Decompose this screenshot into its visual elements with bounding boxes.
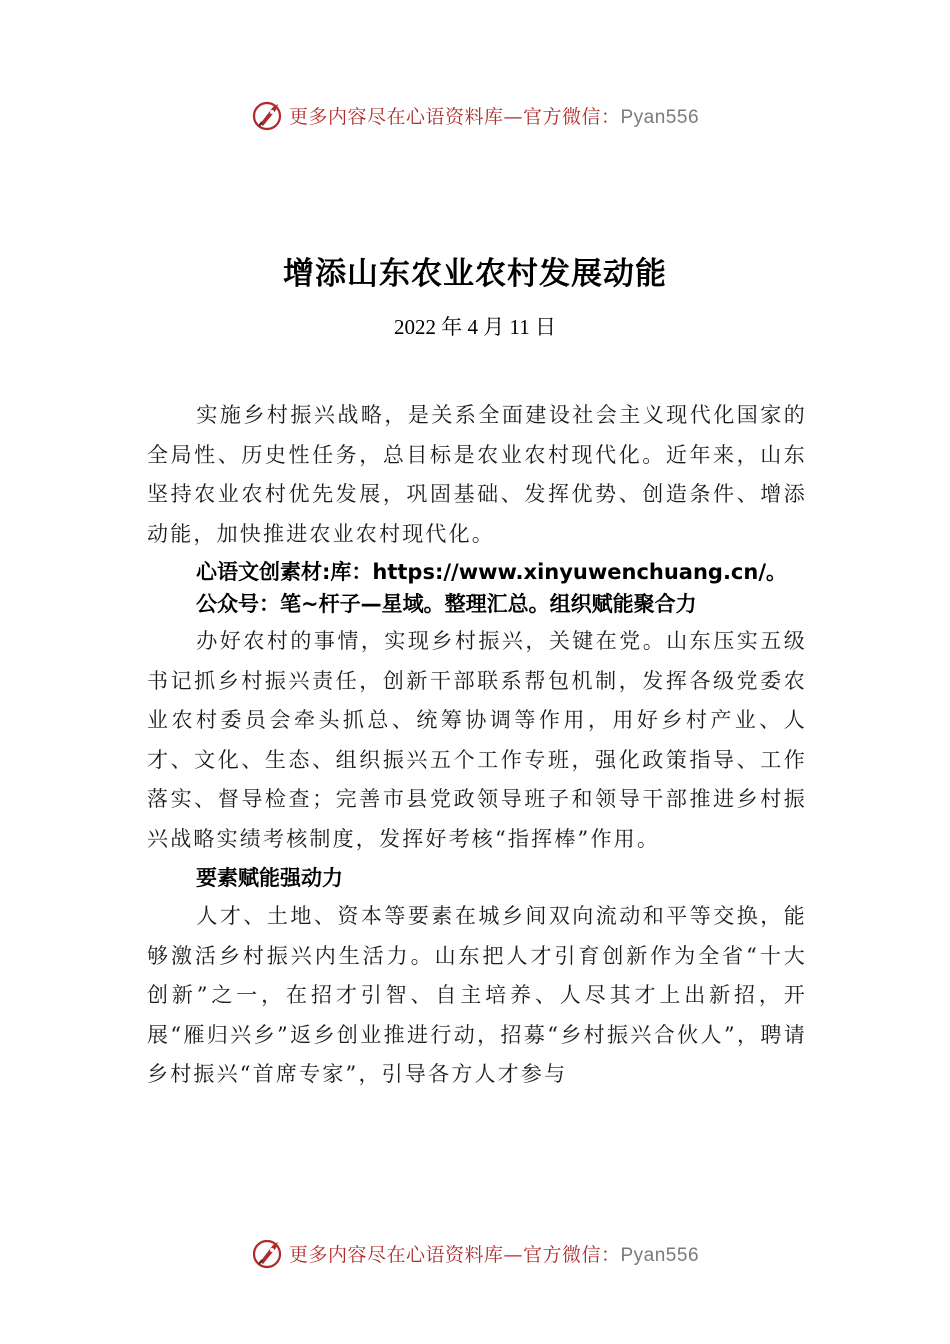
footer-banner-text: 更多内容尽在心语资料库—官方微信：Pyan556 — [288, 1243, 700, 1266]
header-wechat-id: Pyan556 — [620, 106, 700, 128]
section-heading: 要素赋能强动力 — [196, 866, 343, 890]
header-banner-text: 更多内容尽在心语资料库—官方微信：Pyan556 — [288, 105, 700, 128]
pen-nib-logo-icon — [251, 98, 285, 132]
watermark-line-1: 心语文创素材:库：https://www.xinyuwenchuang.cn/。 — [196, 560, 788, 584]
pen-nib-logo-icon — [251, 1236, 285, 1270]
paragraph-party-leadership: 办好农村的事情，实现乡村振兴，关键在党。山东压实五级书记抓乡村振兴责任，创新干部联系帮包机制，发挥各级党委农业农村委员会牵头抓总、统筹协调等作用，用好乡村产业、人才、文化、生态、组织振兴五个工作专班，强化政策指导、工作落实、督导检查；完善市县党政领导班子和领导干部推进乡村振兴战略实绩考核制度，发挥好考核“指挥棒”作用。 — [147, 629, 807, 851]
paragraph-factors: 人才、土地、资本等要素在城乡间双向流动和平等交换，能够激活乡村振兴内生活力。山东把人才引育创新作为全省“十大创新”之一，在招才引智、自主培养、人尽其才上出新招，开展“雁归兴乡”返乡创业推进行动，招募“乡村振兴合伙人”，聘请乡村振兴“首席专家”，引导各方人才参与 — [147, 904, 807, 1086]
paragraph-intro: 实施乡村振兴战略，是关系全面建设社会主义现代化国家的全局性、历史性任务，总目标是农业农村现代化。近年来，山东坚持农业农村优先发展，巩固基础、发挥优势、创造条件、增添动能，加快推进农业农村现代化。 — [147, 403, 807, 546]
article-body — [147, 396, 807, 1095]
article-date: 2022 年 4 月 11 日 — [394, 315, 556, 339]
watermark-line-2-section-heading: 公众号：笔~杆子—星域。整理汇总。组织赋能聚合力 — [196, 592, 697, 616]
footer-wechat-id: Pyan556 — [620, 1244, 700, 1266]
header-banner — [0, 95, 950, 135]
page-title: 增添山东农业农村发展动能 — [283, 256, 667, 292]
footer-banner — [0, 1233, 950, 1273]
